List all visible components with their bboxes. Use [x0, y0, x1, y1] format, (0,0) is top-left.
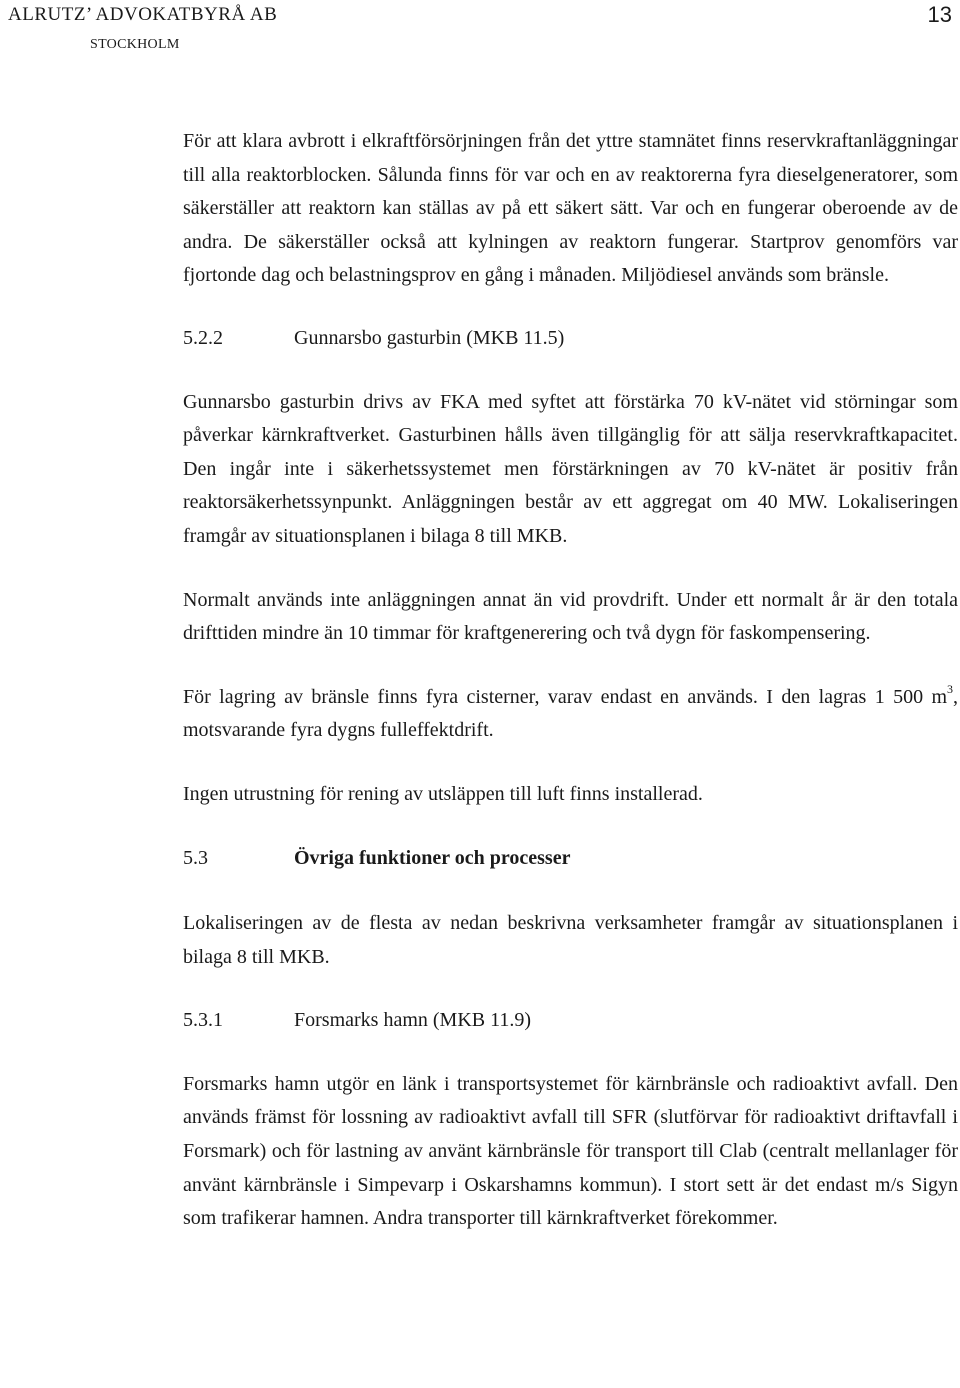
page-number: 13	[927, 2, 952, 27]
section-heading-5-3	[183, 842, 958, 876]
fuel-storage-text: För lagring av bränsle finns fyra cisterner, varav endast en används. I den lagras 1 500 m	[183, 685, 947, 708]
paragraph-fuel-storage	[183, 681, 958, 748]
document-body	[183, 125, 958, 1236]
section-title: Forsmarks hamn (MKB 11.9)	[294, 1009, 532, 1032]
paragraph-harbour: Forsmarks hamn utgör en länk i transportsystemet för kärnbränsle och radioaktivt avfall. Den används främst för lossning av radioaktivt avfall till SFR (slutförvar för radioaktivt driftavfall i Forsmark) och för lastning av använt kärnbränsle för transport till Clab (centralt mellanlager för använt kärnbränsle i Simpevarp i Oskarshamns kommun). I stort sett är det endast m/s Sigyn som trafikerar hamnen. Andra transporter till kärnkraftverket förekommer.	[183, 1072, 958, 1230]
paragraph-localisation: Lokaliseringen av de flesta av nedan beskrivna verksamheter framgår av situationsplanen i bilaga 8 till MKB.	[183, 912, 958, 968]
paragraph-operation: Normalt används inte anläggningen annat än vid provdrift. Under ett normalt år är den totala drifttiden mindre än 10 timmar för kraftgenerering och två dygn för faskompensering.	[183, 588, 958, 645]
paragraph-emissions: Ingen utrustning för rening av utsläppen till luft finns installerad.	[183, 782, 703, 805]
section-title: Övriga funktioner och processer	[294, 846, 571, 869]
section-number: 5.3	[183, 846, 208, 869]
firm-name: ALRUTZ’ ADVOKATBYRÅ AB	[8, 4, 278, 25]
fuel-storage-text-end: , motsvarande fyra dygns fulleffektdrift.	[183, 685, 958, 742]
section-title: Gunnarsbo gasturbin (MKB 11.5)	[294, 326, 565, 349]
paragraph-reserve-power: För att klara avbrott i elkraftförsörjningen från det yttre stamnätet finns reservkraftanläggningar till alla reaktorblocken. Sålunda finns för var och en av reaktorerna fyra dieselgeneratorer, som säkerställer att reaktorn kan ställas av på ett säkert sätt. Var och en fungerar oberoende av de andra. De säkerställer också att kylningen av reaktorn fungerar. Startprov genomförs var fjortonde dag och belastningsprov en gång i månaden. Miljödiesel används som bränsle.	[183, 130, 958, 287]
firm-city: STOCKHOLM	[90, 37, 180, 52]
section-number: 5.3.1	[183, 1009, 223, 1032]
superscript-exponent: 3	[947, 682, 953, 697]
section-heading-5-3-1	[183, 1004, 958, 1038]
section-number: 5.2.2	[183, 326, 223, 349]
paragraph-gas-turbine: Gunnarsbo gasturbin drivs av FKA med syftet att förstärka 70 kV-nätet vid störningar som påverkar kärnkraftverket. Gasturbinen hålls även tillgänglig för att sälja reservkraftkapacitet. Den ingår inte i säkerhetssystemet men förstärkningen av 70 kV-nätet är positiv från reaktorsäkerhetssynpunkt. Anläggningen består av ett aggregat om 40 MW. Lokaliseringen framgår av situationsplanen i bilaga 8 till MKB.	[183, 390, 958, 547]
section-heading-5-2-2	[183, 322, 958, 356]
